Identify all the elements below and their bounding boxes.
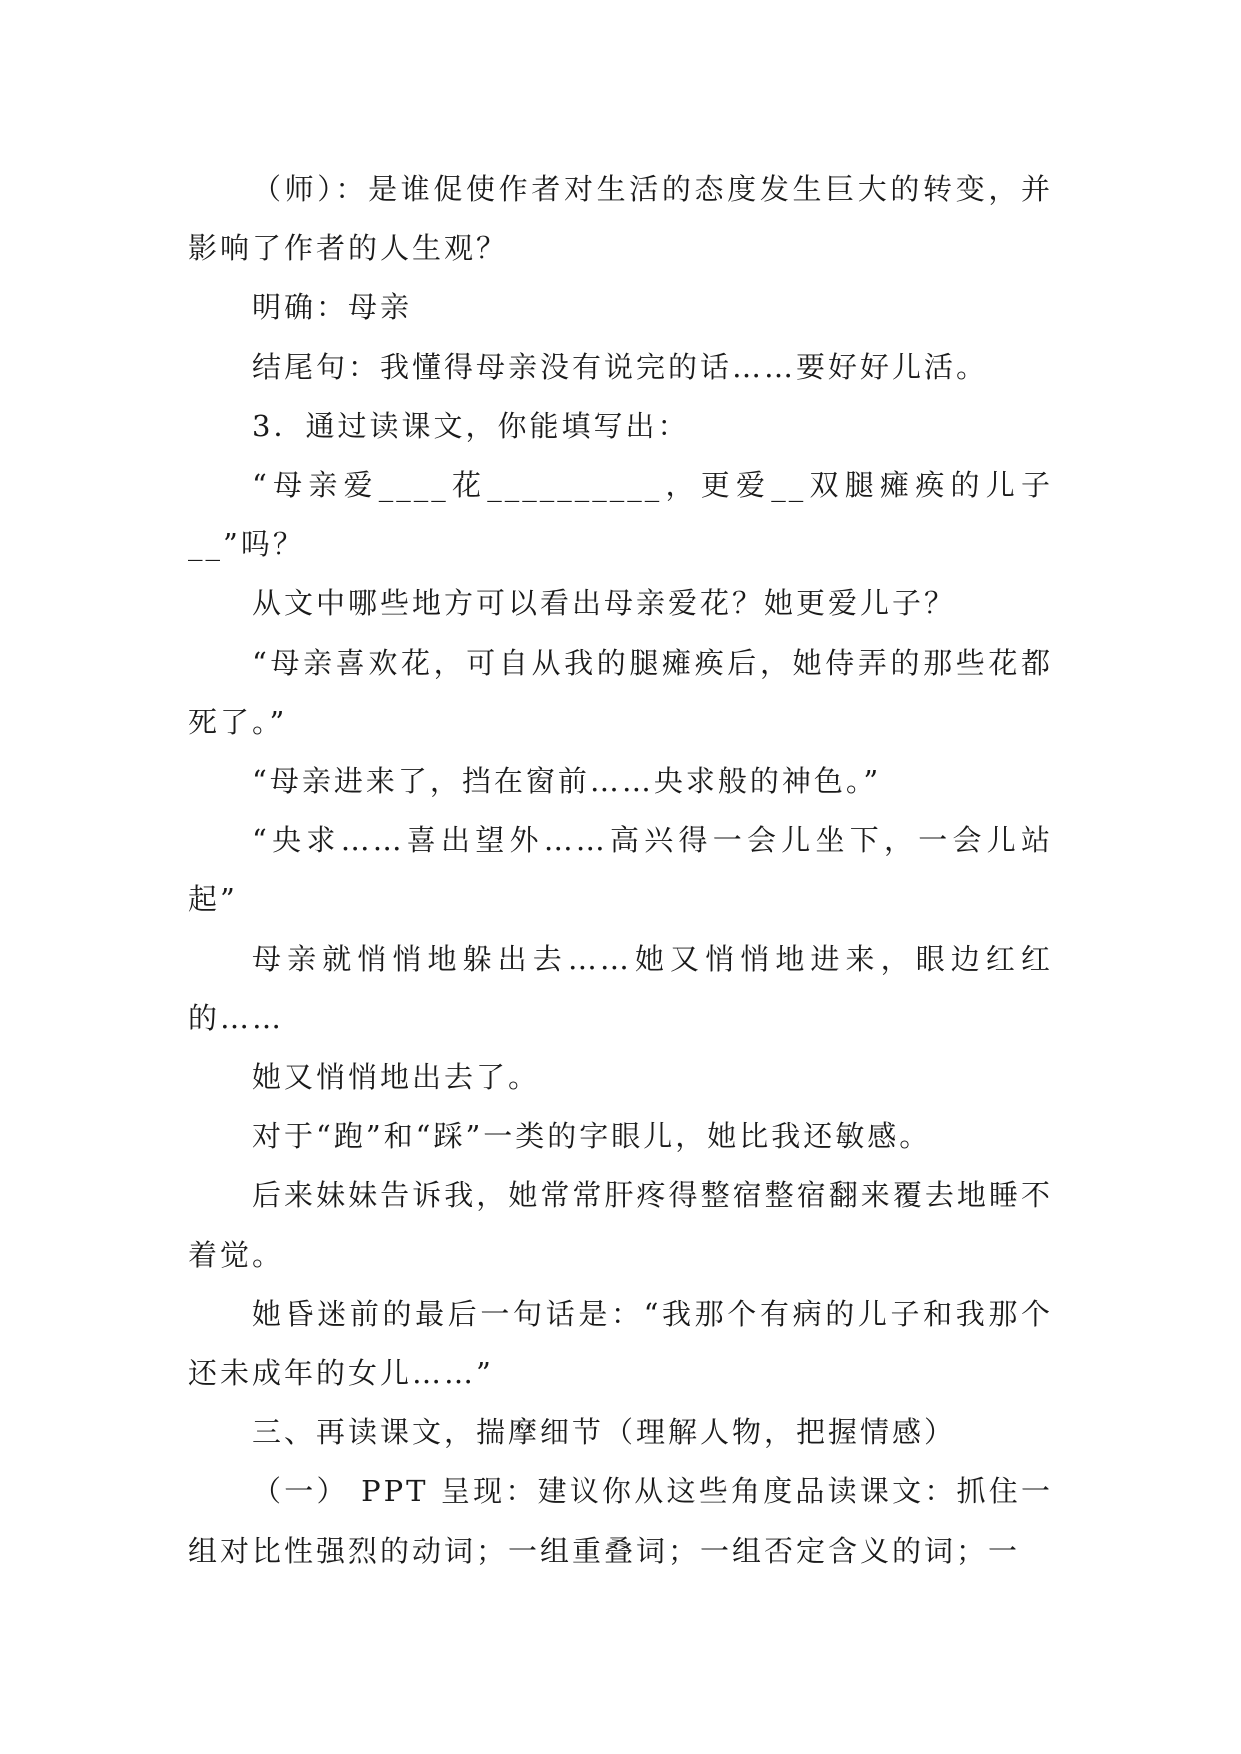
paragraph-fill-in-blank: “母亲爱____花__________，更爱__双腿瘫痪的儿子__”吗？ <box>188 468 1053 562</box>
paragraph-quote-6: 对于“跑”和“踩”一类的字眼儿，她比我还敏感。 <box>252 1119 932 1154</box>
paragraph-quote-5: 她又悄悄地出去了。 <box>252 1060 541 1095</box>
paragraph-quote-4: 母亲就悄悄地躲出去……她又悄悄地进来，眼边红红的…… <box>188 941 1053 1035</box>
paragraph-quote-1: “母亲喜欢花，可自从我的腿瘫痪后，她侍弄的那些花都死了。” <box>188 645 1053 739</box>
paragraph-question: 从文中哪些地方可以看出母亲爱花？她更爱儿子？ <box>252 586 957 621</box>
paragraph-item-3: 3．通过读课文，你能填写出： <box>252 408 690 443</box>
paragraph-quote-3: “央求……喜出望外……高兴得一会儿坐下，一会儿站起” <box>188 823 1053 917</box>
section-heading-3: 三、再读课文，揣摩细节（理解人物，把握情感） <box>252 1415 957 1450</box>
paragraph-ppt-prompt: （一） PPT 呈现：建议你从这些角度品读课文：抓住一组对比性强烈的动词；一组重叠词；一组否定含义的词；一 <box>188 1474 1053 1568</box>
paragraph-ending-sentence: 结尾句：我懂得母亲没有说完的话……要好好儿活。 <box>252 349 989 384</box>
paragraph-quote-8: 她昏迷前的最后一句话是：“我那个有病的儿子和我那个还未成年的女儿……” <box>188 1296 1053 1391</box>
paragraph-answer: 明确：母亲 <box>252 290 413 325</box>
document-body <box>188 160 1053 1581</box>
paragraph-quote-2: “母亲进来了，挡在窗前……央求般的神色。” <box>252 764 882 799</box>
paragraph-quote-7: 后来妹妹告诉我，她常常肝疼得整宿整宿翻来覆去地睡不着觉。 <box>188 1178 1053 1272</box>
paragraph-teacher-question: （师）：是谁促使作者对生活的态度发生巨大的转变，并影响了作者的人生观？ <box>188 172 1053 266</box>
